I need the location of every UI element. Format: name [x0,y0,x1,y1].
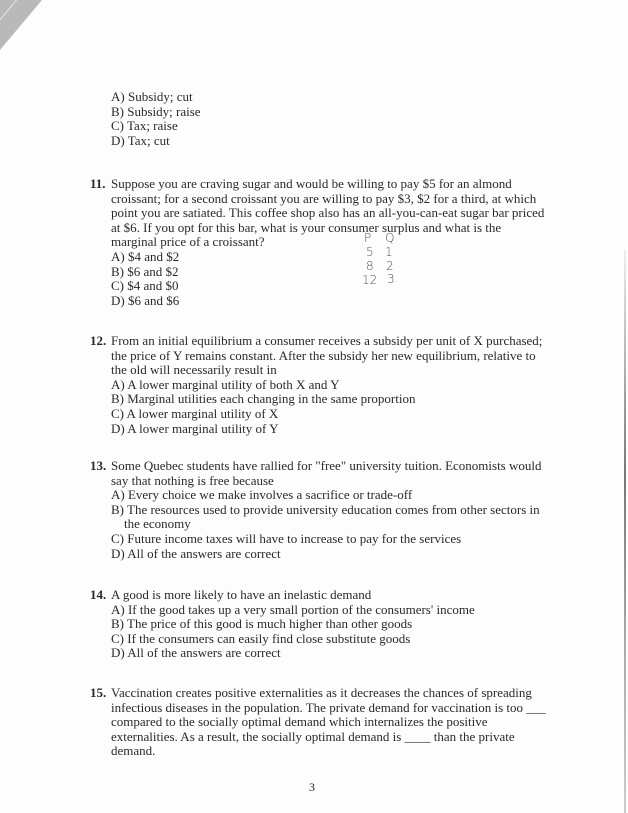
question-text: Vaccination creates positive externalities as it decreases the chances of spreading infectious diseases in the population. The private demand for vaccination is too ___ compared to the socially optimal demand which internalizes the positive externalities. As a result, the socially optimal demand is ____ than the private demand. [111,685,546,759]
page-edge-shadow [624,250,626,813]
option: D) All of the answers are correct [111,545,281,561]
question-12 [90,334,550,436]
option: B) Subsidy; raise [111,103,201,119]
option: B) The price of this good is much higher than other goods [111,616,413,632]
question-number: 14. [90,587,107,602]
handwritten-value: 8 [366,259,374,273]
option: C) Future income taxes will have to increase to pay for the services [111,530,462,546]
option: B) The resources used to provide university education comes from other sectors in the economy [111,501,540,532]
option: D) All of the answers are correct [111,645,281,661]
option: A) A lower marginal utility of both X and Y [111,376,340,392]
question-11 [90,177,550,308]
page-number: 3 [309,780,315,794]
option: C) A lower marginal utility of X [111,405,279,421]
question-13 [90,459,550,561]
question-text: A good is more likely to have an inelastic demand [111,587,372,602]
question-text: From an initial equilibrium a consumer receives a subsidy per unit of X purchased; the price of Y remains constant. After the subsidy her new equilibrium, relative to the old will necessarily result in [111,333,543,378]
option: C) Tax; raise [111,118,178,134]
handwritten-value: 5 [366,245,374,259]
option: B) Marginal utilities each changing in the same proportion [111,391,416,407]
handwritten-value: 2 [386,259,394,273]
option: D) $6 and $6 [111,292,180,308]
option: D) A lower marginal utility of Y [111,420,279,436]
question-number: 12. [90,333,107,348]
option: A) $4 and $2 [111,248,180,264]
option: D) Tax; cut [111,132,170,148]
handwritten-p: P [364,231,372,245]
option: B) $6 and $2 [111,263,179,279]
folded-page-corner [0,0,42,50]
handwritten-value: 3 [387,272,395,286]
option: A) Every choice we make involves a sacrifice or trade-off [111,487,413,503]
question-number: 15. [90,685,107,700]
question-15 [90,686,550,759]
question-number: 11. [90,176,106,191]
option: C) $4 and $0 [111,278,179,294]
prev-question-options [90,90,550,148]
option: A) If the good takes up a very small portion of the consumers' income [111,601,475,617]
option: C) If the consumers can easily find close substitute goods [111,630,411,646]
handwritten-value: 1 [385,245,393,259]
question-text: Suppose you are craving sugar and would be willing to pay $5 for an almond croissant; for a second croissant you are willing to pay $3, $2 for a third, at which point you are satiated. This coffee shop also has an all-you-can-eat sugar bar priced at $6. If you opt for this bar, what is your consumer surplus and what is the marginal price of a croissant? [111,176,545,250]
question-14 [90,588,550,661]
option: A) Subsidy; cut [111,89,193,104]
question-number: 13. [90,458,107,473]
handwritten-value: 12 [362,273,378,287]
handwritten-q: Q [385,231,395,245]
question-text: Some Quebec students have rallied for "free" university tuition. Economists would say that nothing is free because [111,458,542,488]
